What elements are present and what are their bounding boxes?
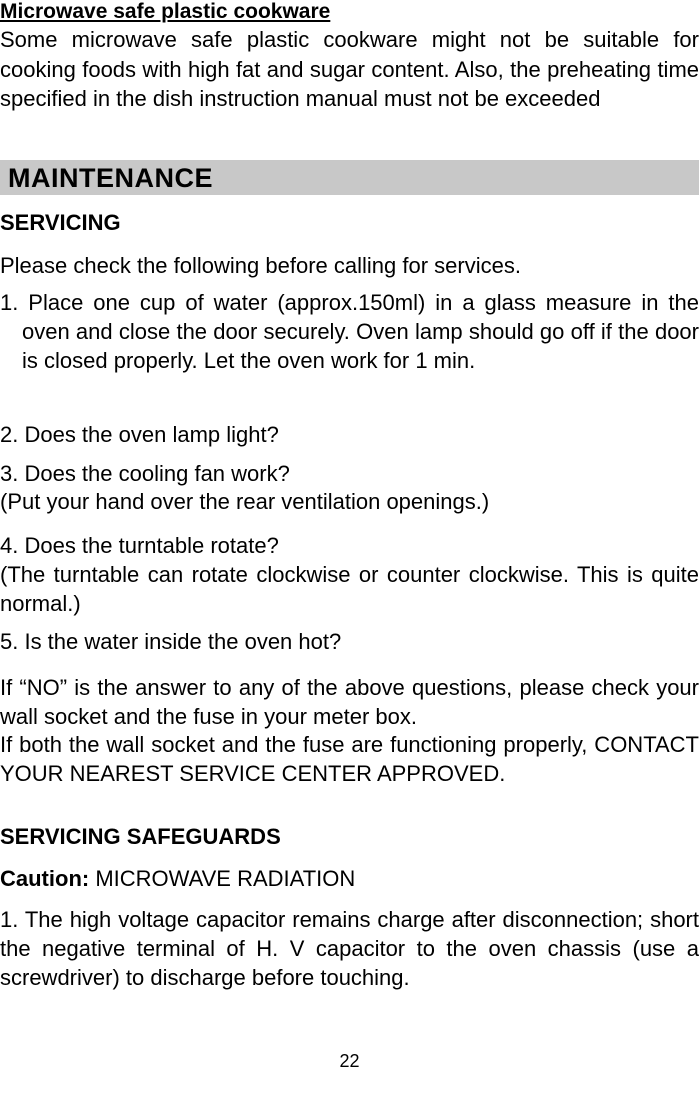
servicing-if-no: If “NO” is the answer to any of the above questions, please check your wall socket and the fuse in your meter box. <box>0 675 699 729</box>
servicing-step-3-note: (Put your hand over the rear ventilation openings.) <box>0 489 490 514</box>
servicing-step-2: 2. Does the oven lamp light? <box>0 422 279 447</box>
page-number: 22 <box>339 1051 360 1071</box>
caution-text: MICROWAVE RADIATION <box>89 866 356 891</box>
plastic-cookware-title: Microwave safe plastic cookware <box>0 0 331 23</box>
servicing-step-3: 3. Does the cooling fan work? <box>0 461 290 486</box>
caution-label: Caution: <box>0 866 90 891</box>
servicing-step-1: 1. Place one cup of water (approx.150ml) in a glass measure in the oven and close the door securely. Oven lamp should go off if the door is closed properly. Let the oven work for 1 min. <box>0 290 699 373</box>
servicing-contact: If both the wall socket and the fuse are functioning properly, CONTACT YOUR NEAREST SERVICE CENTER APPROVED. <box>0 732 699 786</box>
safeguards-item-1: 1. The high voltage capacitor remains charge after disconnection; short the negative terminal of H. V capacitor to the oven chassis (use a screwdriver) to discharge before touching. <box>0 907 699 990</box>
servicing-step-5: 5. Is the water inside the oven hot? <box>0 629 342 654</box>
servicing-heading: SERVICING <box>0 210 121 235</box>
maintenance-banner <box>0 160 699 195</box>
servicing-step-4: 4. Does the turntable rotate? <box>0 533 279 558</box>
servicing-intro: Please check the following before calling for services. <box>0 253 521 278</box>
plastic-cookware-body: Some microwave safe plastic cookware might not be suitable for cooking foods with high fat and sugar content. Also, the preheating time specified in the dish instruction manual must not be exceeded <box>0 27 699 111</box>
safeguards-caution <box>0 864 699 893</box>
maintenance-banner-label: MAINTENANCE <box>8 163 213 193</box>
servicing-step-4-note: (The turntable can rotate clockwise or counter clockwise. This is quite normal.) <box>0 562 699 616</box>
safeguards-heading: SERVICING SAFEGUARDS <box>0 824 281 849</box>
